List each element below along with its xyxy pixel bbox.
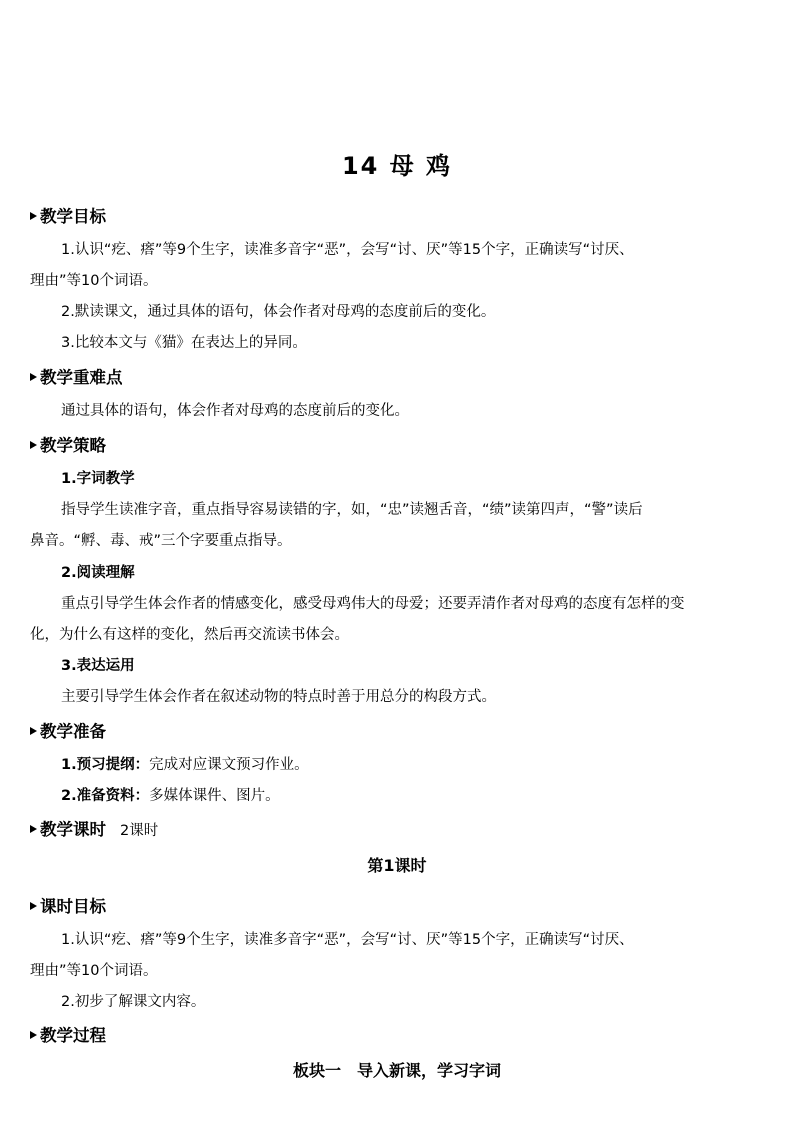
- heading-process: 教学过程: [30, 1022, 106, 1046]
- strategy-item-1-label: 1.字词教学: [61, 471, 135, 487]
- goals-line-2: 理由”等10个词语。: [30, 273, 158, 289]
- triangle-bullet-icon: [30, 212, 37, 220]
- goals-line-3: 2.默读课文，通过具体的语句，体会作者对母鸡的态度前后的变化。: [61, 304, 496, 320]
- goals-line-4: 3.比较本文与《猫》在表达上的异同。: [61, 335, 307, 351]
- lesson-goals-line-1: 1.认识“疙、瘩”等9个生字，读准多音字“恶”，会写“讨、厌”等15个字，正确读写“讨厌、: [61, 932, 634, 948]
- triangle-bullet-icon: [30, 902, 37, 910]
- lesson-goals-line-3: 2.初步了解课文内容。: [61, 994, 206, 1010]
- lesson-title: 第1课时: [367, 856, 427, 875]
- prep-item-2: 2.准备资料：多媒体课件、图片。: [61, 788, 280, 804]
- strategy-item-1-line-2: 鼻音。“孵、毒、戒”三个字要重点指导。: [30, 533, 292, 549]
- hours-value: 2课时: [120, 823, 159, 839]
- block-title: 板块一 导入新课，学习字词: [292, 1061, 501, 1080]
- triangle-bullet-icon: [30, 441, 37, 449]
- heading-lesson-goals: 课时目标: [30, 893, 106, 917]
- lesson-goals-line-2: 理由”等10个词语。: [30, 963, 158, 979]
- strategy-item-3-label: 3.表达运用: [61, 658, 135, 674]
- triangle-bullet-icon: [30, 1031, 37, 1039]
- strategy-item-3-line-1: 主要引导学生体会作者在叙述动物的特点时善于用总分的构段方式。: [61, 689, 496, 705]
- triangle-bullet-icon: [30, 727, 37, 735]
- heading-goals: 教学目标: [30, 203, 106, 227]
- triangle-bullet-icon: [30, 825, 37, 833]
- heading-strategy: 教学策略: [30, 432, 106, 456]
- heading-prep: 教学准备: [30, 718, 106, 742]
- strategy-item-2-line-1: 重点引导学生体会作者的情感变化，感受母鸡伟大的母爱；还要弄清作者对母鸡的态度有怎样的变: [61, 596, 685, 612]
- triangle-bullet-icon: [30, 373, 37, 381]
- key-points-line-1: 通过具体的语句，体会作者对母鸡的态度前后的变化。: [61, 403, 409, 419]
- heading-hours: 教学课时 2课时: [30, 816, 158, 840]
- strategy-item-1-line-1: 指导学生读准字音，重点指导容易读错的字，如，“忠”读翘舌音，“绩”读第四声，“警”读后: [61, 502, 643, 518]
- strategy-item-2-label: 2.阅读理解: [61, 565, 135, 581]
- heading-key-points: 教学重难点: [30, 364, 123, 388]
- strategy-item-2-line-2: 化，为什么有这样的变化，然后再交流读书体会。: [30, 627, 349, 643]
- goals-line-1: 1.认识“疙、瘩”等9个生字，读准多音字“恶”，会写“讨、厌”等15个字，正确读写“讨厌、: [61, 242, 634, 258]
- prep-item-1: 1.预习提纲：完成对应课文预习作业。: [61, 757, 309, 773]
- page-title: 14 母 鸡: [341, 152, 453, 180]
